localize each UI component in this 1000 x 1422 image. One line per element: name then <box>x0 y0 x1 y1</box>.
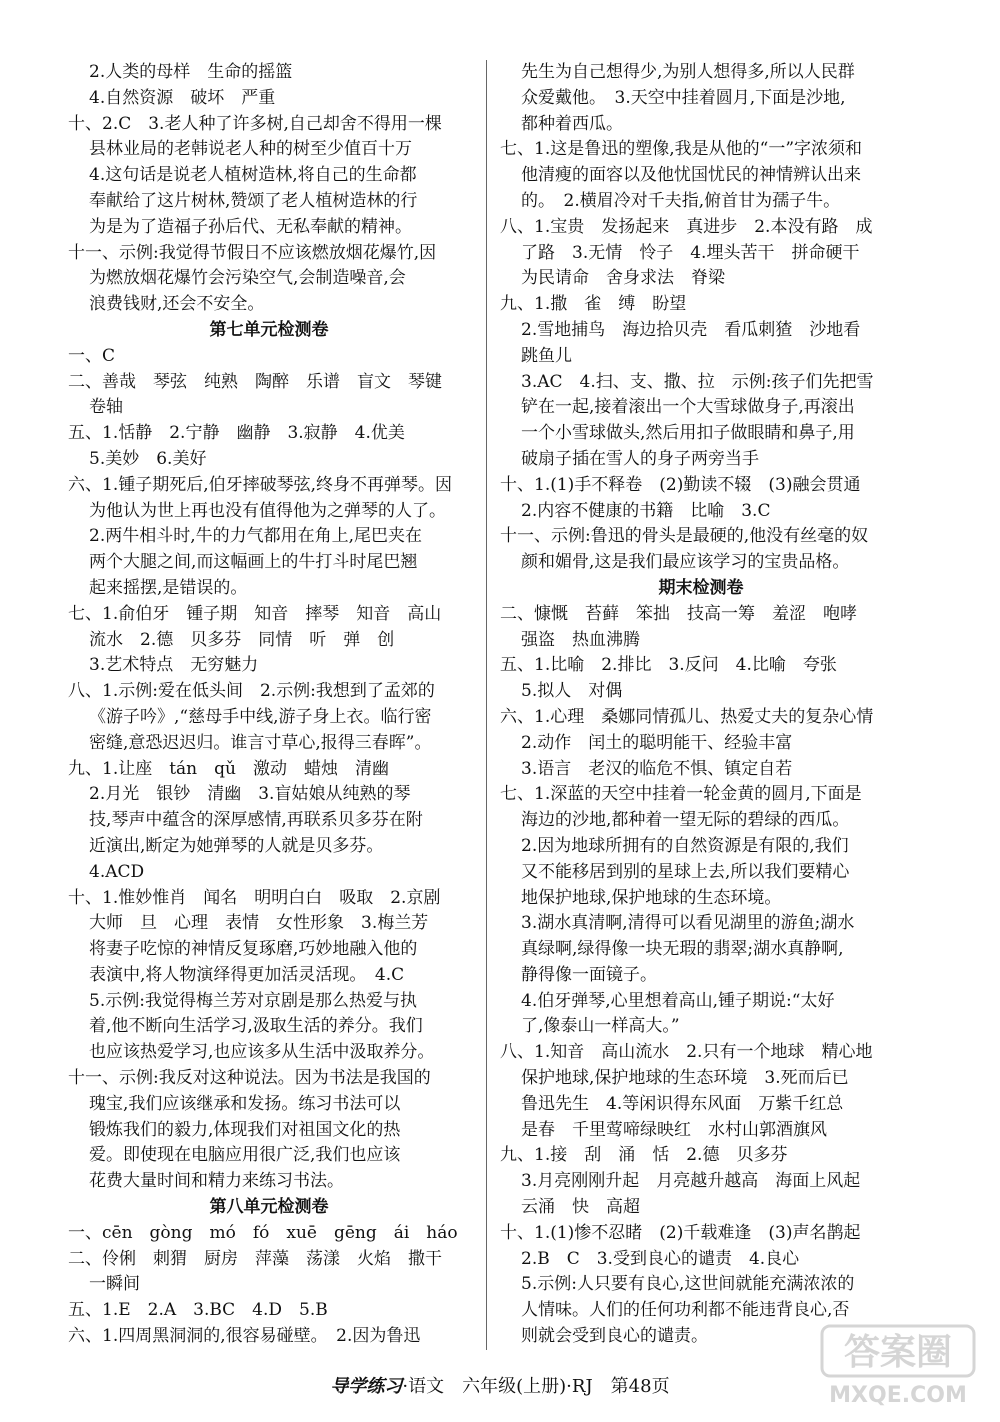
answer-line: 八、1.宝贵 发扬起来 真进步 2.本没有路 成 <box>500 216 873 237</box>
answer-line: 为民请命 舍身求法 脊梁 <box>521 268 725 289</box>
answer-line: 他清瘦的面容以及他忧国忧民的神情辨认出来 <box>521 165 861 186</box>
answer-line: 大师 旦 心理 表情 女性形象 3.梅兰芳 <box>89 913 429 934</box>
answer-line: 地保护地球,保护地球的生态环境。 <box>521 887 782 908</box>
answer-line: 爱。即使现在电脑应用很广泛,我们也应该 <box>89 1145 401 1166</box>
answer-line: 六、1.锺子期死后,伯牙摔破琴弦,终身不再弹琴。因 <box>68 474 453 495</box>
answer-line: 技,琴声中蕴含的深厚感情,再联系贝多芬在附 <box>89 810 423 831</box>
answer-line: 五、1.E 2.A 3.BC 4.D 5.B <box>68 1300 328 1321</box>
answer-line: 5.示例:人只要有良心,这世间就能充满浓浓的 <box>521 1274 855 1295</box>
answer-line: 九、1.让座 tán qǔ 激动 蜡烛 清幽 <box>68 758 389 779</box>
right-column <box>500 60 902 1350</box>
answer-line: 则就会受到良心的谴责。 <box>521 1326 708 1347</box>
answer-line: 一、cēn gòng mó fó xuē gēng ái háo <box>68 1222 458 1243</box>
answer-line: 二、慷慨 苔藓 笨拙 技高一筹 羞涩 咆哮 <box>500 603 857 624</box>
answer-line: 为燃放烟花爆竹会污染空气,会制造噪音,会 <box>89 268 406 289</box>
answer-line: 表演中,将人物演绎得更加活灵活现。 4.C <box>89 964 405 985</box>
answer-line: 为是为了造福子孙后代、无私奉献的精神。 <box>89 216 412 237</box>
answer-line: 静得像一面镜子。 <box>521 964 657 985</box>
answer-line: 九、1.撒 雀 缚 盼望 <box>500 294 687 315</box>
answer-line: 众爱戴他。 3.天空中挂着圆月,下面是沙地, <box>521 87 846 108</box>
answer-line: 了路 3.无情 怜子 4.埋头苦干 拼命硬干 <box>521 242 860 263</box>
answer-line: 着,他不断向生活学习,汲取生活的养分。我们 <box>89 1016 423 1037</box>
answer-line: 3.语言 老汉的临危不惧、镇定自若 <box>521 758 793 779</box>
answer-line: 花费大量时间和精力来练习书法。 <box>89 1171 344 1192</box>
answer-line: 2.两牛相斗时,牛的力气都用在角上,尾巴夹在 <box>89 526 423 547</box>
answer-line: 2.B C 3.受到良心的谴责 4.良心 <box>521 1248 800 1269</box>
answer-line: 十、1.(1)手不释卷 (2)勤读不辍 (3)融会贯通 <box>500 474 861 495</box>
watermark-text: 答案圈 <box>843 1332 953 1373</box>
answer-line: 颜和媚骨,这是我们最应该学习的宝贵品格。 <box>521 552 850 573</box>
answer-line: 流水 2.德 贝多芬 同情 听 弹 创 <box>89 629 395 650</box>
answer-line: 《游子吟》,“慈母手中线,游子身上衣。临行密 <box>89 706 432 727</box>
answer-line: 2.内容不健康的书籍 比喻 3.C <box>521 500 771 521</box>
answer-line: 5.示例:我觉得梅兰芳对京剧是那么热爱与执 <box>89 990 417 1011</box>
answer-line: 真绿啊,绿得像一块无瑕的翡翠;湖水真静啊, <box>521 939 844 960</box>
answer-line: 县林业局的老韩说老人种的树至少值百十万 <box>89 139 412 160</box>
section-heading: 第八单元检测卷 <box>209 1197 329 1218</box>
answer-line: 十一、示例:鲁迅的骨头是最硬的,他没有丝毫的奴 <box>500 526 869 547</box>
answer-line: 十、2.C 3.老人种了许多树,自己却舍不得用一棵 <box>68 113 442 134</box>
answer-line: 浪费钱财,还会不安全。 <box>89 294 265 315</box>
answer-line: 3.湖水真清啊,清得可以看见湖里的游鱼;湖水 <box>521 913 855 934</box>
answer-line: 都种着西瓜。 <box>521 113 623 134</box>
answer-line: 八、1.知音 高山流水 2.只有一个地球 精心地 <box>500 1042 873 1063</box>
answer-line: 卷轴 <box>89 397 123 418</box>
answer-line: 六、1.四周黑洞洞的,很容易碰壁。 2.因为鲁迅 <box>68 1326 421 1347</box>
answer-line: 5.拟人 对偶 <box>521 681 623 702</box>
answer-line: 一个小雪球做头,然后用扣子做眼睛和鼻子,用 <box>521 423 855 444</box>
answer-line: 跳鱼儿 <box>521 345 572 366</box>
answer-line: 十、1.惟妙惟肖 闻名 明明白白 吸取 2.京剧 <box>68 887 441 908</box>
answer-line: 3.AC 4.扫、支、撒、拉 示例:孩子们先把雪 <box>521 371 874 392</box>
answer-line: 起来摇摆,是错误的。 <box>89 577 248 598</box>
answer-line: 2.人类的母样 生命的摇篮 <box>89 62 293 82</box>
answer-line: 又不能移居到别的星球上去,所以我们要精心 <box>521 861 850 882</box>
answer-line: 铲在一起,接着滚出一个大雪球做身子,再滚出 <box>521 397 855 418</box>
answer-line: 两个大腿之间,而这幅画上的牛打斗时尾巴翘 <box>89 552 418 573</box>
footer-info: ·语文 六年级(上册)·RJ 第48页 <box>402 1376 670 1397</box>
answer-line: 奉献给了这片树林,赞颂了老人植树造林的行 <box>89 190 418 211</box>
answer-line: 九、1.接 刮 涌 恬 2.德 贝多芬 <box>500 1145 788 1166</box>
answer-line: 瑰宝,我们应该继承和发扬。练习书法可以 <box>89 1093 401 1114</box>
answer-line: 近演出,断定为她弹琴的人就是贝多芬。 <box>89 835 384 856</box>
watermark-logo <box>818 1322 978 1408</box>
answer-line: 五、1.比喻 2.排比 3.反问 4.比喻 夸张 <box>500 655 837 676</box>
answer-line: 4.ACD <box>89 861 145 882</box>
answer-line: 将妻子吃惊的神情反复琢磨,巧妙地融入他的 <box>89 939 418 960</box>
answer-line: 强盗 热血沸腾 <box>521 629 640 650</box>
answer-line: 海边的沙地,都种着一望无际的碧绿的西瓜。 <box>521 810 850 831</box>
column-divider <box>486 60 487 1350</box>
answer-line: 十、1.(1)惨不忍睹 (2)千载难逢 (3)声名鹊起 <box>500 1222 861 1243</box>
watermark-url: MXQE.COM <box>829 1383 967 1408</box>
section-heading: 第七单元检测卷 <box>209 319 329 340</box>
answer-line: 鲁迅先生 4.等闲识得东风面 万紫千红总 <box>521 1093 844 1114</box>
answer-line: 为他认为世上再也没有值得他为之弹琴的人了。 <box>89 500 446 521</box>
answer-line: 是春 千里莺啼绿映红 水村山郭酒旗风 <box>521 1119 827 1140</box>
answer-line: 4.自然资源 破坏 严重 <box>89 87 276 108</box>
answer-line: 七、1.深蓝的天空中挂着一轮金黄的圆月,下面是 <box>500 784 862 805</box>
section-heading: 期末检测卷 <box>658 577 744 598</box>
answer-line: 十一、示例:我觉得节假日不应该燃放烟花爆竹,因 <box>68 242 437 263</box>
answer-line: 二、善哉 琴弦 纯熟 陶醉 乐谱 盲文 琴键 <box>68 371 442 392</box>
answer-line: 3.月亮刚刚升起 月亮越升越高 海面上风起 <box>521 1171 861 1192</box>
answer-line: 破扇子插在雪人的身子两旁当手 <box>521 448 759 469</box>
answer-line: 保护地球,保护地球的生态环境 3.死而后已 <box>521 1068 849 1089</box>
answer-line: 先生为自己想得少,为别人想得多,所以人民群 <box>521 62 855 82</box>
answer-line: 密缝,意恐迟迟归。谁言寸草心,报得三春晖”。 <box>89 732 432 753</box>
answer-line: 一瞬间 <box>89 1274 140 1295</box>
answer-line: 2.月光 银钞 清幽 3.盲姑娘从纯熟的琴 <box>89 784 411 805</box>
answer-line: 锻炼我们的毅力,体现我们对祖国文化的热 <box>89 1119 401 1140</box>
footer-brand: 导学练习 <box>330 1376 403 1397</box>
answer-line: 2.因为地球所拥有的自然资源是有限的,我们 <box>521 835 849 856</box>
answer-line: 的。 2.横眉冷对千夫指,俯首甘为孺子牛。 <box>521 190 841 211</box>
answer-line: 二、伶俐 刺猬 厨房 萍藻 荡漾 火焰 撒干 <box>68 1248 442 1269</box>
answer-line: 3.艺术特点 无穷魅力 <box>89 655 259 676</box>
answer-line: 也应该热爱学习,也应该多从生活中汲取养分。 <box>89 1042 435 1063</box>
answer-line: 一、C <box>68 345 116 366</box>
answer-line: 七、1.这是鲁迅的塑像,我是从他的“一”字浓须和 <box>500 139 863 160</box>
left-column <box>68 60 470 1350</box>
answer-line: 了,像泰山一样高大。” <box>521 1016 680 1037</box>
answer-line: 六、1.心理 桑娜同情孤儿、热爱丈夫的复杂心情 <box>500 706 874 727</box>
answer-line: 2.动作 闰土的聪明能干、经验丰富 <box>521 732 793 753</box>
answer-line: 2.雪地捕鸟 海边拾贝壳 看瓜刺猹 沙地看 <box>521 319 861 340</box>
answer-line: 5.美妙 6.美好 <box>89 448 207 469</box>
answer-line: 4.这句话是说老人植树造林,将自己的生命都 <box>89 165 417 186</box>
answer-line: 十一、示例:我反对这种说法。因为书法是我国的 <box>68 1068 431 1089</box>
answer-line: 云涌 快 高超 <box>521 1197 640 1218</box>
answer-line: 4.伯牙弹琴,心里想着高山,锺子期说:“太好 <box>521 990 835 1011</box>
answer-line: 人情味。人们的任何功利都不能违背良心,否 <box>521 1300 850 1321</box>
answer-line: 七、1.俞伯牙 锺子期 知音 摔琴 知音 高山 <box>68 603 442 624</box>
answer-line: 八、1.示例:爱在低头间 2.示例:我想到了孟郊的 <box>68 681 435 702</box>
answer-line: 五、1.恬静 2.宁静 幽静 3.寂静 4.优美 <box>68 423 405 444</box>
